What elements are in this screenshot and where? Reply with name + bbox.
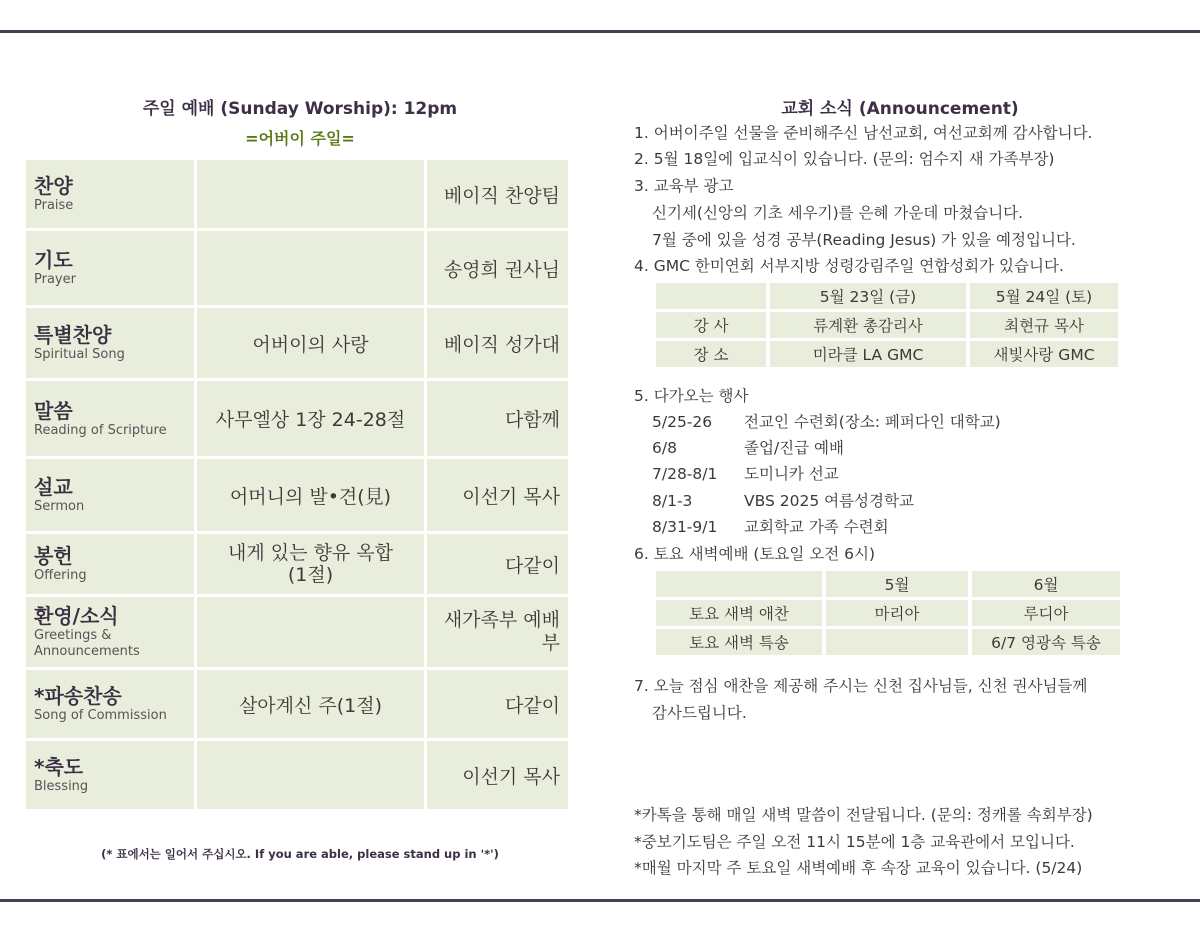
order-item-korean: *파송찬송 xyxy=(34,684,122,708)
order-row xyxy=(26,459,568,531)
revival-schedule-table xyxy=(652,280,1122,370)
order-row xyxy=(26,160,568,228)
table-cell: 토요 새벽 특송 xyxy=(656,629,822,655)
table-cell: 최현규 목사 xyxy=(970,312,1118,338)
footnote: *매월 마지막 주 토요일 새벽예배 후 속장 교육이 있습니다. (5/24) xyxy=(634,859,1083,877)
footnote: *중보기도팀은 주일 오전 11시 15분에 1층 교육관에서 모입니다. xyxy=(634,833,1075,851)
order-item-leader: 이선기 목사 xyxy=(427,459,568,531)
event-row xyxy=(652,489,914,511)
order-item-korean: 봉헌 xyxy=(34,544,73,568)
order-item-english: Spiritual Song xyxy=(34,347,125,362)
order-item-leader: 다같이 xyxy=(427,670,568,738)
order-item-content: 사무엘상 1장 24-28절 xyxy=(197,381,424,456)
order-item-english: Offering xyxy=(34,568,87,583)
order-item-leader: 새가족부 예배부 xyxy=(427,597,568,667)
table-cell xyxy=(656,283,766,309)
table-cell: 루디아 xyxy=(972,600,1120,626)
announcement-title: 교회 소식 (Announcement) xyxy=(781,99,1019,119)
order-item-leader: 이선기 목사 xyxy=(427,741,568,809)
order-row xyxy=(26,670,568,738)
table-cell: 류계환 총감리사 xyxy=(770,312,966,338)
order-item-korean: 기도 xyxy=(34,248,73,272)
order-item-leader: 송영희 권사님 xyxy=(427,231,568,305)
order-row xyxy=(26,308,568,378)
order-item-leader: 다같이 xyxy=(427,534,568,594)
event-name: VBS 2025 여름성경학교 xyxy=(744,492,914,510)
table-row xyxy=(656,341,1118,367)
announcement-item: 4. GMC 한미연회 서부지방 성령강림주일 연합성회가 있습니다. xyxy=(634,257,1064,275)
table-row xyxy=(656,312,1118,338)
event-name: 도미니카 선교 xyxy=(744,465,839,483)
order-row xyxy=(26,597,568,667)
order-row xyxy=(26,741,568,809)
table-row xyxy=(656,571,1120,597)
worship-title: 주일 예배 (Sunday Worship): 12pm xyxy=(142,99,458,119)
event-row xyxy=(652,515,889,537)
order-item-english: Song of Commission xyxy=(34,708,167,723)
table-cell: 토요 새벽 애찬 xyxy=(656,600,822,626)
announcement-subitem: 감사드립니다. xyxy=(652,704,747,722)
order-item-english: Praise xyxy=(34,198,74,213)
table-row xyxy=(656,629,1120,655)
order-item-content: 어머니의 발•견(見) xyxy=(197,459,424,531)
order-item-korean: 찬양 xyxy=(34,174,73,198)
event-row xyxy=(652,436,844,458)
footnote: *카톡을 통해 매일 새벽 말씀이 전달됩니다. (문의: 정캐롤 속회부장) xyxy=(634,806,1093,824)
announcement-subitem: 7월 중에 있을 성경 공부(Reading Jesus) 가 있을 예정입니다. xyxy=(652,231,1076,249)
order-item-korean: *축도 xyxy=(34,755,84,779)
order-item-content xyxy=(197,160,424,228)
order-item-leader: 베이직 찬양팀 xyxy=(427,160,568,228)
announcement-item: 3. 교육부 광고 xyxy=(634,177,734,195)
event-row xyxy=(652,410,1001,432)
announcement-item: 1. 어버이주일 선물을 준비해주신 남선교회, 여선교회께 감사합니다. xyxy=(634,124,1093,142)
event-name: 졸업/진급 예배 xyxy=(744,439,844,457)
order-item-korean: 말씀 xyxy=(34,398,73,423)
table-row xyxy=(656,600,1120,626)
order-item-korean: 특별찬양 xyxy=(34,323,112,347)
event-row xyxy=(652,462,839,484)
table-cell: 새빛사랑 GMC xyxy=(970,341,1118,367)
top-divider xyxy=(0,30,1200,33)
announcement-item: 7. 오늘 점심 애찬을 제공해 주시는 신천 집사님들, 신천 권사님들께 xyxy=(634,677,1088,695)
order-item-korean: 환영/소식 xyxy=(34,604,119,628)
order-row xyxy=(26,231,568,305)
bottom-divider xyxy=(0,899,1200,902)
worship-order-table xyxy=(23,157,571,812)
table-cell xyxy=(826,629,968,655)
order-item-content: 내게 있는 향유 옥합 (1절) xyxy=(197,534,424,594)
order-item-content xyxy=(197,231,424,305)
event-date: 7/28-8/1 xyxy=(652,465,718,483)
event-name: 교회학교 가족 수련회 xyxy=(744,518,889,536)
event-name: 전교인 수련회(장소: 페퍼다인 대학교) xyxy=(744,413,1001,431)
order-item-content: 살아계신 주(1절) xyxy=(197,670,424,738)
table-cell: 5월 23일 (금) xyxy=(770,283,966,309)
order-item-leader: 다함께 xyxy=(427,381,568,456)
order-item-korean: 설교 xyxy=(34,475,73,499)
table-cell: 5월 24일 (토) xyxy=(970,283,1118,309)
order-row xyxy=(26,381,568,456)
table-cell: 6/7 영광속 특송 xyxy=(972,629,1120,655)
table-cell: 장 소 xyxy=(656,341,766,367)
table-cell: 미라클 LA GMC xyxy=(770,341,966,367)
order-item-leader: 베이직 성가대 xyxy=(427,308,568,378)
announcement-subitem: 신기세(신앙의 기초 세우기)를 은혜 가운데 마쳤습니다. xyxy=(652,204,1024,222)
table-row xyxy=(656,283,1118,309)
order-row xyxy=(26,534,568,594)
order-item-content xyxy=(197,597,424,667)
order-item-english: Sermon xyxy=(34,499,85,514)
order-item-content xyxy=(197,741,424,809)
event-date: 8/31-9/1 xyxy=(652,518,718,536)
order-item-content: 어버이의 사랑 xyxy=(197,308,424,378)
table-cell: 6월 xyxy=(972,571,1120,597)
table-cell: 마리아 xyxy=(826,600,968,626)
announcement-item: 2. 5월 18일에 입교식이 있습니다. (문의: 엄수지 새 가족부장) xyxy=(634,150,1055,168)
event-date: 8/1-3 xyxy=(652,492,693,510)
order-item-english: Prayer xyxy=(34,272,76,287)
table-cell xyxy=(656,571,822,597)
dawn-service-table xyxy=(652,568,1124,658)
event-date: 5/25-26 xyxy=(652,413,713,431)
order-item-english: Blessing xyxy=(34,779,89,794)
stand-note: (* 표에서는 일어서 주십시오. If you are able, please stand up in '*') xyxy=(101,847,499,861)
announcement-item: 5. 다가오는 행사 xyxy=(634,387,749,405)
order-item-english: Greetings & Announcements xyxy=(34,628,140,659)
announcement-item: 6. 토요 새벽예배 (토요일 오전 6시) xyxy=(634,545,876,563)
event-date: 6/8 xyxy=(652,439,677,457)
table-cell: 강 사 xyxy=(656,312,766,338)
table-cell: 5월 xyxy=(826,571,968,597)
order-item-english: Reading of Scripture xyxy=(34,422,167,438)
worship-subtitle: =어버이 주일= xyxy=(245,129,355,148)
